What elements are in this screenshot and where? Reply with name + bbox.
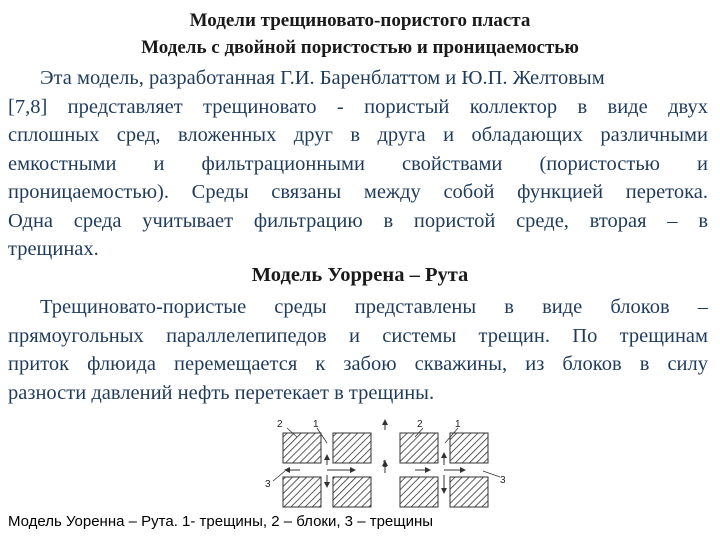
block	[283, 433, 321, 463]
block	[400, 477, 438, 507]
text-line: [7,8] представляет трещиновато - пористый коллектор в виде двух	[8, 95, 708, 118]
paragraph-barenblatt	[8, 64, 708, 264]
text-line: прямоугольных параллелепипедов и системы трещин. По трещинам	[8, 324, 708, 347]
label-2-right: 2	[417, 419, 423, 430]
text-line: сплошных сред, вложенных друг в друга и обладающих различными	[8, 124, 708, 146]
text-line: емкостными и фильтрационными свойствами (пористостью и	[8, 152, 708, 175]
text-line: трещинах.	[8, 238, 99, 260]
label-1-left: 1	[313, 419, 319, 430]
text-line: Трещиновато-пористые среды представлены в виде блоков –	[40, 296, 708, 318]
text-line: разности давлений нефть перетекает в трещины.	[8, 381, 435, 404]
block	[283, 477, 321, 507]
text-line: Эта модель, разработанная Г.И. Баренблаттом и Ю.П. Желтовым	[40, 67, 605, 89]
warren-root-diagram	[255, 415, 530, 510]
block	[400, 433, 438, 463]
text-line: приток флюида перемещается к забою скважины, из блоков в силу	[8, 353, 708, 375]
text-line: Одна среда учитывает фильтрацию в пористой среде, вторая – в	[8, 209, 708, 232]
section-heading-double-porosity: Модель с двойной пористостью и проницаемостью	[141, 37, 579, 58]
block	[450, 477, 488, 507]
block	[333, 477, 371, 507]
label-3-right: 3	[500, 475, 506, 486]
text-line: проницаемостью). Среды связаны между собой функцией перетока.	[8, 181, 708, 203]
section-heading-warren-root: Модель Уоррена – Рута	[251, 264, 469, 286]
label-2-left: 2	[277, 419, 283, 430]
block	[450, 433, 488, 463]
label-3-left: 3	[265, 479, 271, 490]
label-1-center: 1	[382, 459, 388, 470]
label-1-right: 1	[455, 419, 461, 430]
block	[333, 433, 371, 463]
paragraph-warren-root	[8, 293, 708, 407]
slide-title: Модели трещиновато-пористого пласта	[189, 10, 531, 31]
figure-caption: Модель Уоренна – Рута. 1- трещины, 2 – блоки, 3 – трещины	[8, 513, 434, 530]
